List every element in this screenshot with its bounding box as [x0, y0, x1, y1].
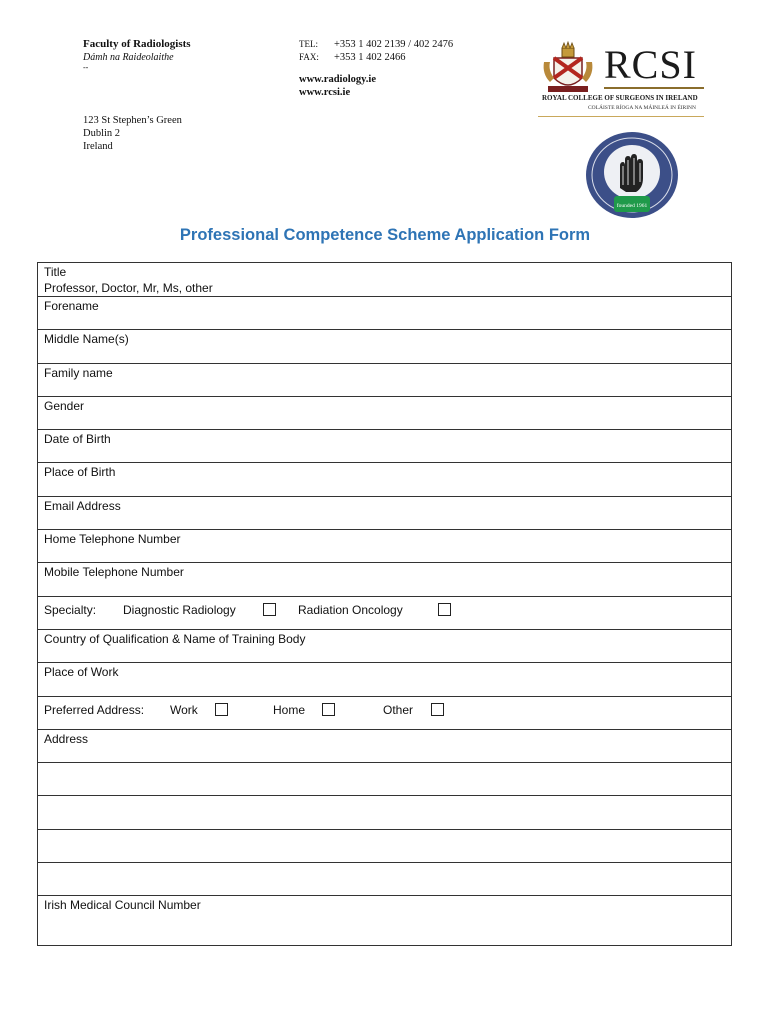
address-line-field[interactable] — [38, 862, 731, 895]
org-dash: -- — [83, 63, 89, 72]
work-checkbox[interactable] — [215, 703, 228, 716]
org-irish-name: Dámh na Raideolaithe — [83, 52, 174, 63]
address-field[interactable] — [38, 729, 731, 762]
medical-council-number-field[interactable] — [38, 895, 731, 945]
field-label: Date of Birth — [44, 432, 111, 447]
radiation-oncology-checkbox[interactable] — [438, 603, 451, 616]
seal-date: founded 1961 — [616, 203, 648, 209]
specialty-label: Specialty: — [44, 602, 97, 617]
letterhead-org — [83, 38, 191, 153]
letterhead-contact — [299, 38, 453, 99]
address-line-field[interactable] — [38, 762, 731, 795]
home-phone-field[interactable] — [38, 529, 731, 562]
org-name: Faculty of Radiologists — [83, 38, 191, 50]
specialty-option-diagnostic-label: Diagnostic Radiology — [123, 602, 236, 617]
country-qualification-field[interactable] — [38, 629, 731, 662]
application-form — [37, 262, 732, 946]
field-label: Family name — [44, 365, 113, 380]
field-label: Mobile Telephone Number — [44, 565, 184, 580]
rcsi-crest-icon — [540, 40, 596, 96]
logo-bottom-rule — [538, 116, 704, 117]
faculty-seal-icon — [584, 130, 680, 220]
family-name-field[interactable] — [38, 363, 731, 396]
title-hint: Professor, Doctor, Mr, Ms, other — [44, 281, 213, 295]
middle-name-field[interactable] — [38, 329, 731, 362]
preferred-option-other-label: Other — [383, 702, 414, 717]
address-line: 123 St Stephen’s Green — [83, 115, 182, 126]
logo-subtitle: ROYAL COLLEGE OF SURGEONS IN IRELAND — [542, 94, 698, 102]
other-checkbox[interactable] — [431, 703, 444, 716]
rcsi-logo — [538, 36, 704, 120]
place-of-work-field[interactable] — [38, 662, 731, 695]
field-label: Home Telephone Number — [44, 532, 181, 547]
diagnostic-radiology-checkbox[interactable] — [263, 603, 276, 616]
field-label: Forename — [44, 299, 99, 313]
address-line: Dublin 2 — [83, 128, 121, 139]
date-of-birth-field[interactable] — [38, 429, 731, 462]
fax-value: +353 1 402 2466 — [334, 52, 406, 63]
field-label: Country of Qualification & Name of Training Body — [44, 631, 306, 646]
title-label: Title — [44, 265, 67, 279]
form-heading: Professional Competence Scheme Application Form — [179, 226, 591, 244]
website-link[interactable]: www.rcsi.ie — [299, 87, 351, 98]
field-label: Email Address — [44, 498, 121, 513]
place-of-birth-field[interactable] — [38, 462, 731, 495]
tel-label: TEL: — [299, 39, 318, 49]
preferred-address-label: Preferred Address: — [44, 702, 145, 717]
websites — [299, 73, 453, 99]
field-label: Place of Work — [44, 665, 119, 680]
specialty-row — [38, 596, 731, 629]
preferred-address-row — [38, 696, 731, 729]
org-address — [83, 114, 191, 153]
field-label: Gender — [44, 398, 85, 413]
preferred-option-home-label: Home — [273, 702, 306, 717]
email-field[interactable] — [38, 496, 731, 529]
field-label: Place of Birth — [44, 465, 116, 480]
field-label: Middle Name(s) — [44, 332, 129, 347]
website-link[interactable]: www.radiology.ie — [299, 74, 377, 85]
forename-field[interactable] — [38, 296, 731, 329]
field-label: Irish Medical Council Number — [44, 898, 201, 913]
logo-subtitle-irish: COLÁISTE RÍOGA NA MÁINLEÁ IN ÉIRINN — [588, 105, 697, 111]
fax-label: FAX: — [299, 52, 319, 62]
mobile-phone-field[interactable] — [38, 562, 731, 595]
address-line-field[interactable] — [38, 795, 731, 828]
field-label: Address — [44, 731, 89, 746]
title-field[interactable] — [38, 263, 731, 296]
home-checkbox[interactable] — [322, 703, 335, 716]
rcsi-wordmark: RCSI — [604, 42, 697, 87]
address-line-field[interactable] — [38, 829, 731, 862]
gender-field[interactable] — [38, 396, 731, 429]
specialty-option-oncology-label: Radiation Oncology — [298, 602, 403, 617]
preferred-option-work-label: Work — [170, 702, 198, 717]
tel-value: +353 1 402 2139 / 402 2476 — [334, 39, 454, 50]
address-line: Ireland — [83, 141, 113, 152]
logo-rule — [604, 87, 704, 89]
